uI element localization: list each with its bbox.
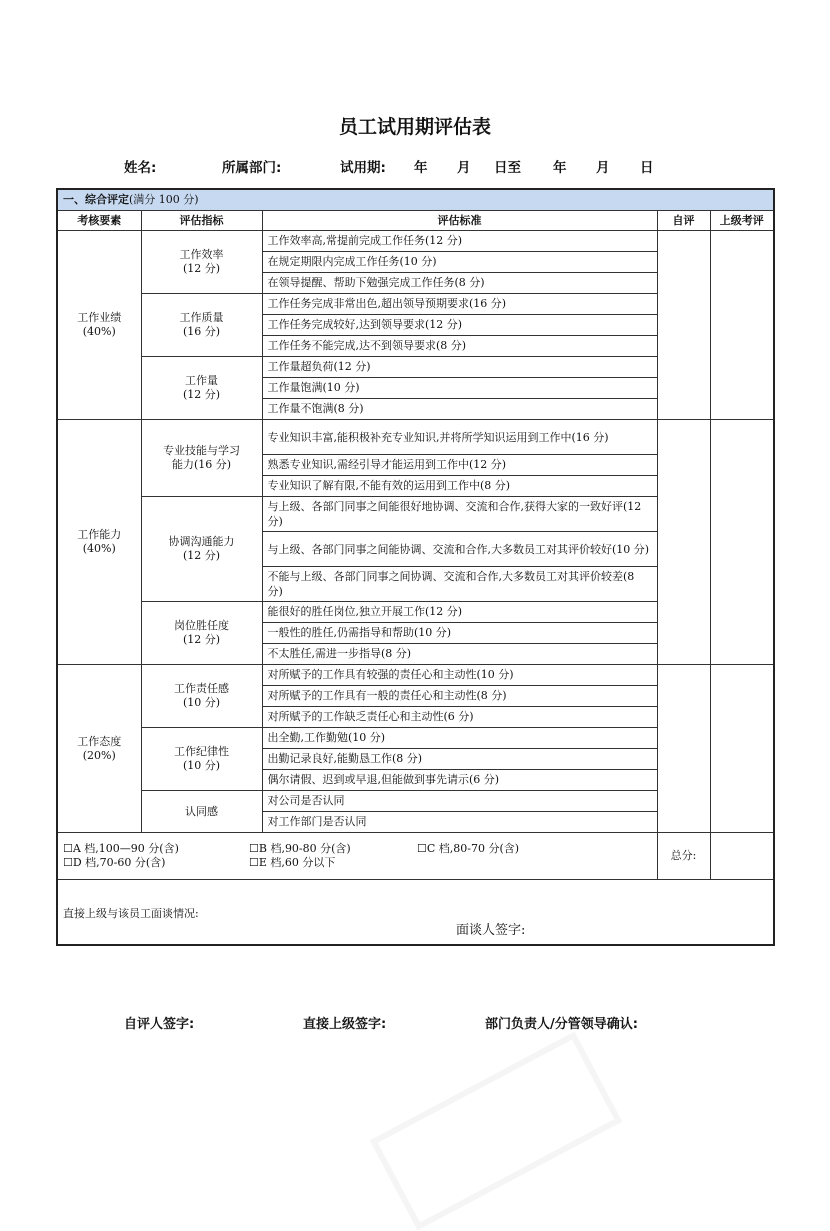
- criteria-cell: 工作任务不能完成,达不到领导要求(8 分): [262, 336, 657, 357]
- section-header-row: [57, 189, 774, 211]
- end-month-label: 月: [596, 160, 610, 176]
- start-month-label: 月: [457, 160, 471, 176]
- grade-line-2: [63, 856, 652, 870]
- category-cell: [57, 231, 141, 420]
- page-title: 员工试用期评估表: [338, 116, 491, 138]
- indicator-name: 岗位胜任度: [174, 619, 229, 632]
- start-day-to-label: 日至: [494, 160, 521, 176]
- column-header-element: 考核要素: [57, 211, 141, 231]
- criteria-cell: 工作效率高,常提前完成工作任务(12 分): [262, 231, 657, 252]
- total-score-label: 总分:: [657, 833, 710, 880]
- superior-score-field[interactable]: [710, 420, 774, 665]
- indicator-cell: [141, 791, 262, 833]
- indicator-name: 认同感: [185, 804, 218, 818]
- grade-row: [57, 833, 774, 880]
- grade-options: [57, 833, 657, 880]
- criteria-cell: 对工作部门是否认同: [262, 812, 657, 833]
- indicator-name: 工作责任感: [174, 682, 229, 695]
- indicator-score: (12 分): [182, 262, 221, 275]
- criteria-cell: 对所赋予的工作具有较强的责任心和主动性(10 分): [262, 665, 657, 686]
- grade-e-option[interactable]: ☐E 档,60 分以下: [249, 856, 336, 869]
- criteria-cell: 对所赋予的工作具有一般的责任心和主动性(8 分): [262, 686, 657, 707]
- start-year-label: 年: [414, 160, 428, 176]
- criteria-cell: 专业知识丰富,能积极补充专业知识,并将所学知识运用到工作中(16 分): [262, 420, 657, 455]
- interview-row: [57, 880, 774, 946]
- indicator-cell: [141, 294, 262, 357]
- indicator-cell: [141, 602, 262, 665]
- criteria-cell: 能很好的胜任岗位,独立开展工作(12 分): [262, 602, 657, 623]
- criteria-cell: 熟悉专业知识,需经引导才能运用到工作中(12 分): [262, 455, 657, 476]
- end-day-label: 日: [640, 160, 654, 176]
- grade-a-option[interactable]: ☐A 档,100—90 分(含): [63, 842, 179, 855]
- category-weight: (20%): [82, 748, 116, 762]
- category-name: 工作态度: [77, 734, 122, 748]
- criteria-cell: 不太胜任,需进一步指导(8 分): [262, 644, 657, 665]
- superior-signature-label: 直接上级签字:: [303, 1017, 387, 1032]
- criteria-cell: 工作量饱满(10 分): [262, 378, 657, 399]
- criteria-cell: 一般性的胜任,仍需指导和帮助(10 分): [262, 623, 657, 644]
- indicator-cell: [141, 497, 262, 602]
- criteria-cell: 与上级、各部门同事之间能协调、交流和合作,大多数员工对其评价较好(10 分): [262, 532, 657, 567]
- indicator-score: (10 分): [182, 759, 221, 772]
- signature-row: [0, 1013, 830, 1033]
- indicator-cell: [141, 420, 262, 497]
- indicator-name: 工作量: [185, 374, 218, 387]
- criteria-cell: 不能与上级、各部门同事之间协调、交流和合作,大多数员工对其评价较差(8 分): [262, 567, 657, 602]
- indicator-name: 工作纪律性: [174, 745, 229, 758]
- criteria-row: [57, 665, 774, 686]
- interview-label: 直接上级与该员工面谈情况:: [63, 906, 199, 920]
- indicator-name: 工作质量: [179, 311, 224, 324]
- criteria-cell: 在领导提醒、帮助下勉强完成工作任务(8 分): [262, 273, 657, 294]
- criteria-row: [57, 231, 774, 252]
- criteria-cell: 偶尔请假、迟到或早退,但能做到事先请示(6 分): [262, 770, 657, 791]
- grade-c-option[interactable]: ☐C 档,80-70 分(含): [417, 842, 520, 855]
- grade-b-option[interactable]: ☐B 档,90-80 分(含): [249, 842, 351, 855]
- criteria-cell: 工作量超负荷(12 分): [262, 357, 657, 378]
- indicator-name: 专业技能与学习: [163, 444, 240, 457]
- indicator-name: 工作效率: [179, 248, 224, 261]
- department-label: 所属部门:: [222, 160, 282, 176]
- interview-field[interactable]: [57, 880, 774, 946]
- column-header-superior: 上级考评: [710, 211, 774, 231]
- column-header-indicator: 评估指标: [141, 211, 262, 231]
- name-label: 姓名:: [124, 160, 157, 176]
- self-score-field[interactable]: [657, 420, 710, 665]
- indicator-score: (10 分): [182, 696, 221, 709]
- criteria-row: [57, 420, 774, 455]
- self-signature-label: 自评人签字:: [124, 1017, 195, 1032]
- category-cell: [57, 665, 141, 833]
- criteria-cell: 专业知识了解有限,不能有效的运用到工作中(8 分): [262, 476, 657, 497]
- indicator-score: (12 分): [182, 633, 221, 646]
- indicator-cell: [141, 728, 262, 791]
- indicator-name: 协调沟通能力: [168, 535, 235, 548]
- evaluation-table: [56, 188, 775, 946]
- criteria-cell: 对公司是否认同: [262, 791, 657, 812]
- category-name: 工作能力: [77, 528, 122, 541]
- criteria-cell: 出勤记录良好,能勤恳工作(8 分): [262, 749, 657, 770]
- indicator-cell: [141, 357, 262, 420]
- total-score-field[interactable]: [710, 833, 774, 880]
- criteria-cell: 与上级、各部门同事之间能很好地协调、交流和合作,获得大家的一致好评(12 分): [262, 497, 657, 532]
- indicator-cell: [141, 231, 262, 294]
- superior-score-field[interactable]: [710, 665, 774, 833]
- watermark-stamp: [370, 1032, 623, 1231]
- category-name: 工作业绩: [77, 311, 122, 324]
- criteria-cell: 工作任务完成非常出色,超出领导预期要求(16 分): [262, 294, 657, 315]
- criteria-cell: 出全勤,工作勤勉(10 分): [262, 728, 657, 749]
- category-weight: (40%): [82, 325, 116, 338]
- self-score-field[interactable]: [657, 231, 710, 420]
- criteria-cell: 工作量不饱满(8 分): [262, 399, 657, 420]
- self-score-field[interactable]: [657, 665, 710, 833]
- grade-line-1: [63, 842, 652, 856]
- employee-info-row: [0, 156, 830, 176]
- section-header: 一、综合评定(满分 100 分): [57, 189, 774, 211]
- category-weight: (40%): [82, 542, 116, 555]
- indicator-score: (12 分): [182, 388, 221, 401]
- trial-period-label: 试用期:: [340, 160, 386, 176]
- criteria-cell: 工作任务完成较好,达到领导要求(12 分): [262, 315, 657, 336]
- category-cell: [57, 420, 141, 665]
- indicator-score: (16 分): [182, 325, 221, 338]
- column-header-criteria: 评估标准: [262, 211, 657, 231]
- superior-score-field[interactable]: [710, 231, 774, 420]
- indicator-score: 能力(16 分): [171, 458, 232, 471]
- criteria-cell: 在规定期限内完成工作任务(10 分): [262, 252, 657, 273]
- department-confirm-label: 部门负责人/分管领导确认:: [485, 1017, 638, 1032]
- column-header-self: 自评: [657, 211, 710, 231]
- criteria-cell: 对所赋予的工作缺乏责任心和主动性(6 分): [262, 707, 657, 728]
- grade-d-option[interactable]: ☐D 档,70-60 分(含): [63, 856, 166, 869]
- column-header-row: [57, 211, 774, 231]
- end-year-label: 年: [553, 160, 567, 176]
- indicator-cell: [141, 665, 262, 728]
- indicator-score: (12 分): [182, 549, 221, 562]
- interviewer-signature-label: 面谈人签字:: [456, 923, 526, 938]
